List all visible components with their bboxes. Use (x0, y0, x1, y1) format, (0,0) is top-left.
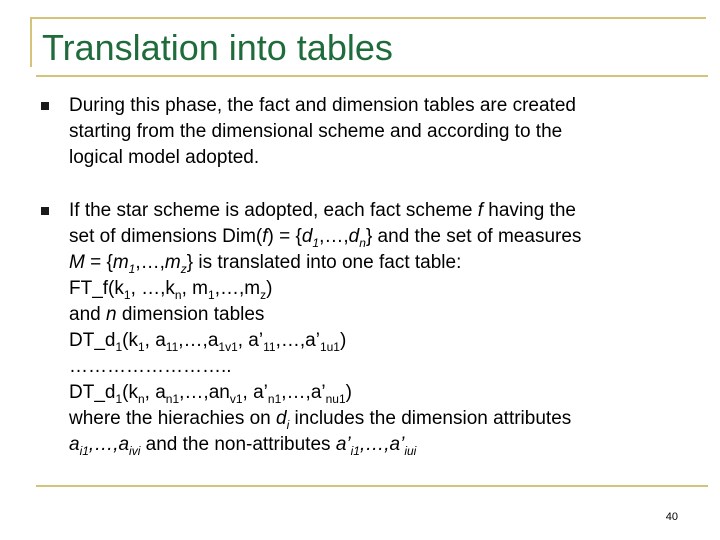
fact-symbol: f (262, 226, 268, 247)
text-run: } and the set of measures (365, 226, 582, 247)
bullet-2-line-9 (69, 406, 694, 432)
text-run: ,…, (135, 252, 165, 273)
math-var: ,…,a’ (359, 434, 405, 455)
text-run: (k (122, 330, 138, 351)
math-sub: iui (404, 443, 417, 458)
text-run: } is translated into one fact table: (186, 252, 462, 273)
bullet-1-line-2: starting from the dimensional scheme and according to the (69, 121, 563, 142)
fact-table-formula (69, 276, 694, 302)
math-sub: v1 (229, 391, 243, 406)
math-sub: i (286, 417, 290, 432)
text-run: (k (122, 382, 138, 403)
math-sub: 1 (128, 261, 136, 276)
math-sub: n (174, 287, 182, 302)
text-run: = { (84, 252, 113, 273)
math-var: n (105, 304, 117, 325)
math-var: ,…,a (88, 434, 130, 455)
math-sub: 1 (312, 235, 320, 250)
math-sub: 1 (208, 287, 215, 302)
text-run: having the (483, 200, 576, 221)
page-number: 40 (665, 511, 678, 523)
bullet-2-line-3 (69, 250, 694, 276)
slide-title: Translation into tables (42, 27, 393, 68)
fact-symbol: f (477, 200, 483, 221)
text-run: ,…,a’ (275, 330, 320, 351)
bullet-1-text (69, 93, 694, 171)
text-run: and (69, 304, 106, 325)
bullet-1-line-3: logical model adopted. (69, 147, 260, 168)
math-sub: 1 (123, 287, 131, 302)
text-run: ) (345, 382, 352, 403)
text-run: where the hierachies on (69, 408, 277, 429)
frame-left-line (30, 17, 32, 67)
text-run: ,…,a (178, 330, 219, 351)
text-run: ,…, (319, 226, 349, 247)
text-run: , …,k (130, 278, 175, 299)
math-var: a (69, 434, 80, 455)
bullet-1-line-1: During this phase, the fact and dimension tables are created (69, 95, 576, 116)
text-run: , a (144, 382, 166, 403)
text-run: FT_f(k (69, 278, 124, 299)
bullet-2-text (69, 198, 694, 458)
ellipsis-line: …………………….. (69, 356, 232, 377)
math-sub: i1 (350, 443, 360, 458)
bullet-2-line-1 (69, 198, 694, 224)
text-run: ) (266, 278, 273, 299)
math-sub: 1 (137, 339, 145, 354)
math-sub: 1 (115, 339, 123, 354)
text-run: dimension tables (116, 304, 265, 325)
bullet-2-line-2 (69, 224, 694, 250)
math-sub: z (260, 287, 267, 302)
math-sub: 1 (115, 391, 123, 406)
text-run: If the star scheme is adopted, each fact scheme (69, 200, 478, 221)
math-var: d (276, 408, 287, 429)
math-sub: nu1 (325, 391, 346, 406)
math-var: m (112, 252, 129, 273)
bullet-2-line-10 (69, 432, 694, 458)
dimension-table-formula-n (69, 380, 694, 406)
math-sub: ivi (129, 443, 141, 458)
square-bullet-icon (41, 207, 49, 215)
text-run: ) = { (267, 226, 302, 247)
text-run: , m (181, 278, 208, 299)
math-var: M (69, 252, 85, 273)
dimension-table-formula-1 (69, 328, 694, 354)
bullet-2-line-5 (69, 302, 694, 328)
math-sub: 11 (165, 339, 179, 354)
frame-top-line (30, 17, 706, 19)
text-run: ,…,a’ (281, 382, 326, 403)
text-run: and the non-attributes (140, 434, 336, 455)
math-sub: z (180, 261, 187, 276)
math-var: m (164, 252, 181, 273)
text-run: DT_d (69, 382, 116, 403)
math-sub: 1u1 (319, 339, 340, 354)
text-run: set of dimensions Dim( (69, 226, 263, 247)
text-run: , a’ (237, 330, 264, 351)
text-run: , a’ (242, 382, 268, 403)
text-run: includes the dimension attributes (289, 408, 572, 429)
math-sub: 1v1 (218, 339, 238, 354)
square-bullet-icon (41, 102, 49, 110)
text-run: ,…,an (179, 382, 230, 403)
math-var: d (348, 226, 360, 247)
footer-divider (36, 485, 708, 487)
text-run: ,…,m (214, 278, 261, 299)
math-sub: i1 (79, 443, 89, 458)
math-sub: n1 (267, 391, 282, 406)
math-var: a’ (335, 434, 351, 455)
math-var: d (301, 226, 313, 247)
math-sub: n (137, 391, 145, 406)
text-run: DT_d (69, 330, 116, 351)
title-divider (36, 75, 708, 77)
math-sub: 11 (263, 339, 276, 354)
text-run: , a (144, 330, 166, 351)
math-sub: n (359, 235, 366, 250)
text-run: ) (339, 330, 347, 351)
math-sub: n1 (165, 391, 180, 406)
